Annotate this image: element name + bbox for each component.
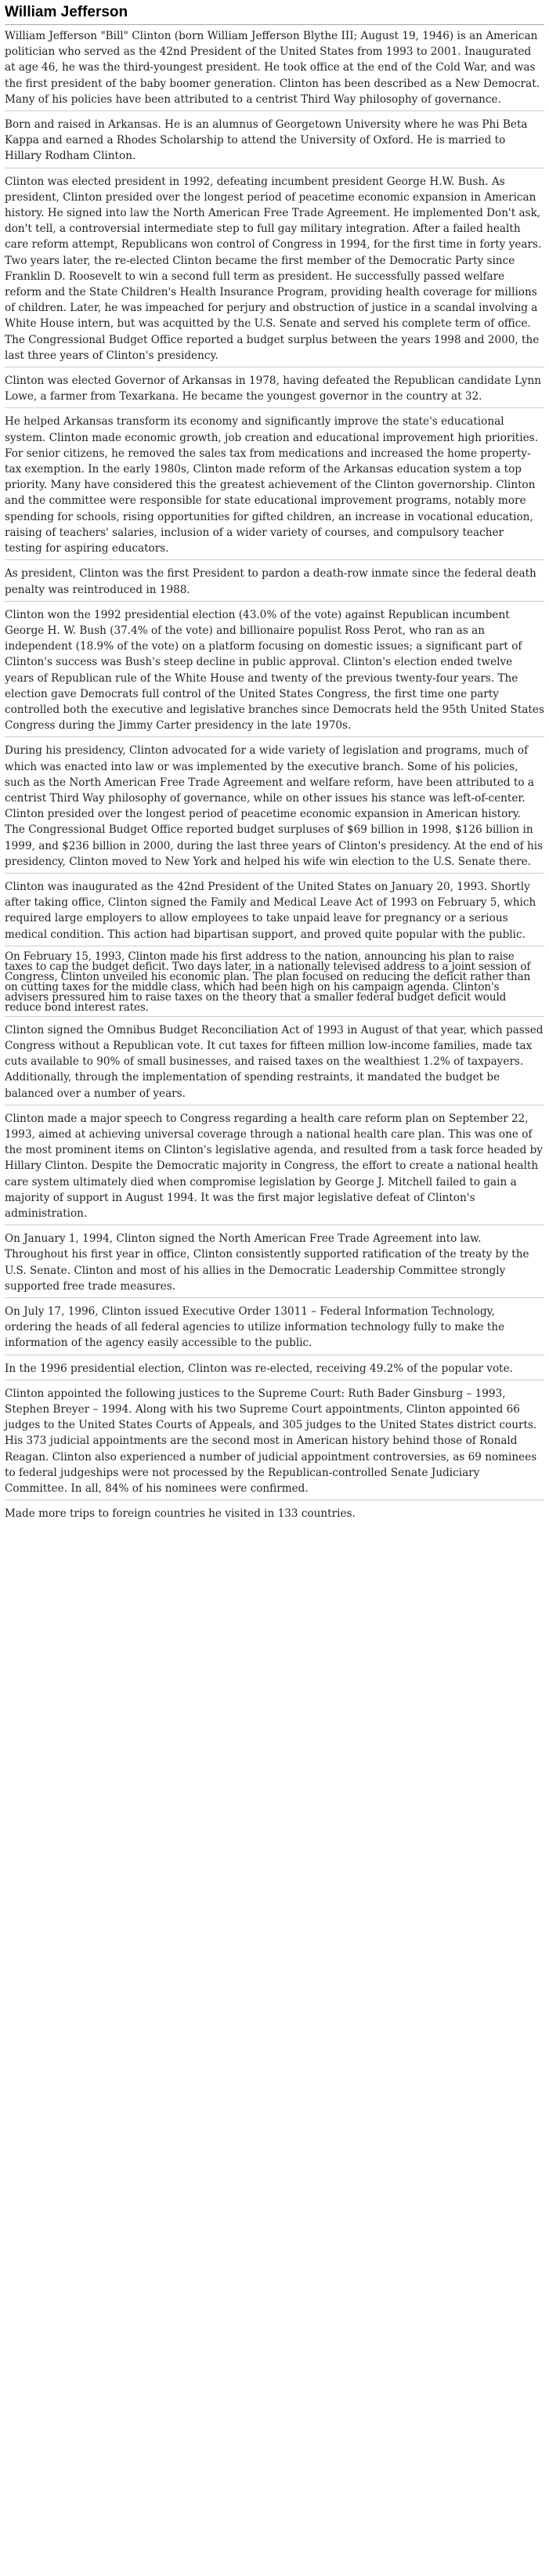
paragraph-presidency-summary: Clinton was elected president in 1992, defeating incumbent president George H.W. Bush. As president, Clinton presided over the longest period of peacetime economic expansion in American history. He signed into law the North American Free Trade Agreement. He implemented Don't ask, don't tell, a controversial intermediate step to full gay military integration. After a failed health care reform attempt, Republicans won control of Congress in 1994, for the first time in forty years. Two years later, the re-elected Clinton became the first member of the Democratic Party since Franklin D. Roosevelt to win a second full term as president. He successfully passed welfare reform and the State Children's Health Insurance Program, providing health coverage for millions of children. Later, he was impeached for perjury and obstruction of justice in a scandal involving a White House intern, but was acquitted by the U.S. Senate and served his complete term of office. The Congressional Budget Office reported a budget surplus between the years 1998 and 2000, the last three years of Clinton's presidency.	[5, 174, 544, 367]
paragraph-executive-order: On July 17, 1996, Clinton issued Executive Order 13011 – Federal Information Technology, ordering the heads of all federal agencies to utilize information technology fully to make the information of the agency easily accessible to the public.	[5, 1304, 544, 1355]
paragraph-death-row-pardon: As president, Clinton was the first President to pardon a death-row inmate since the federal death penalty was reintroduced in 1988.	[5, 566, 544, 601]
paragraph-omnibus-budget: Clinton signed the Omnibus Budget Reconciliation Act of 1993 in August of that year, which passed Congress without a Republican vote. It cut taxes for fifteen million low-income families, made tax cuts available to 90% of small businesses, and raised taxes on the wealthiest 1.2% of taxpayers. Additionally, through the implementation of spending restraints, it mandated the budget be balanced over a number of years.	[5, 1022, 544, 1105]
paragraph-health-care: Clinton made a major speech to Congress regarding a health care reform plan on September 22, 1993, aimed at achieving universal coverage through a national health care plan. This was one of the most prominent items on Clinton's legislative agenda, and resulted from a task force headed by Hillary Clinton. Despite the Democratic majority in Congress, the effort to create a national health care system ultimately died when compromise legislation by George J. Mitchell failed to gain a majority of support in August 1994. It was the first major legislative defeat of Clinton's administration.	[5, 1111, 544, 1225]
paragraph-legislation: During his presidency, Clinton advocated for a wide variety of legislation and programs, much of which was enacted into law or was implemented by the executive branch. Some of his policies, such as the North American Free Trade Agreement and welfare reform, have been attributed to a centrist Third Way philosophy of governance, while on other issues his stance was left-of-center. Clinton presided over the longest period of peacetime economic expansion in American history. The Congressional Budget Office reported budget surpluses of $69 billion in 1998, $126 billion in 1999, and $236 billion in 2000, during the last three years of Clinton's presidency. At the end of his presidency, Clinton moved to New York and helped his wife win election to the U.S. Senate there.	[5, 743, 544, 874]
paragraph-governor-reforms: He helped Arkansas transform its economy and significantly improve the state's educational system. Clinton made economic growth, job creation and educational improvement high priorities. For senior citizens, he removed the sales tax from medications and increased the home property-tax exemption. In the early 1980s, Clinton made reform of the Arkansas education system a top priority. Many have considered this the greatest achievement of the Clinton governorship. Clinton and the committee were responsible for state educational improvement programs, notably more spending for schools, rising opportunities for gifted children, an increase in vocational education, raising of teachers' salaries, inclusion of a wider variety of courses, and compulsory teacher testing for aspiring educators.	[5, 414, 544, 560]
paragraph-inauguration: Clinton was inaugurated as the 42nd President of the United States on January 20, 1993. Shortly after taking office, Clinton signed the Family and Medical Leave Act of 1993 on February 5, which required large employers to allow employees to take unpaid leave for pregnancy or a serious medical condition. This action had bipartisan support, and proved quite popular with the public.	[5, 879, 544, 946]
paragraph-governor-election: Clinton was elected Governor of Arkansas in 1978, having defeated the Republican candidate Lynn Lowe, a farmer from Texarkana. He became the youngest governor in the country at 32.	[5, 373, 544, 408]
paragraph-1992-election: Clinton won the 1992 presidential election (43.0% of the vote) against Republican incumbent George H. W. Bush (37.4% of the vote) and billionaire populist Ross Perot, who ran as an independent (18.9% of the vote) on a platform focusing on domestic issues; a significant part of Clinton's success was Bush's steep decline in public approval. Clinton's election ended twelve years of Republican rule of the White House and twenty of the previous twenty-four years. The election gave Democrats full control of the United States Congress, the first time one party controlled both the executive and legislative branches since Democrats held the 95th United States Congress during the Jimmy Carter presidency in the late 1970s.	[5, 607, 544, 738]
paragraph-1996-election: In the 1996 presidential election, Clinton was re-elected, receiving 49.2% of the popular vote.	[5, 1361, 544, 1380]
article-title: William Jefferson	[5, 3, 544, 25]
paragraph-intro: William Jefferson "Bill" Clinton (born William Jefferson Blythe III; August 19, 1946) is an American politician who served as the 42nd President of the United States from 1993 to 2001. Inaugurated at age 46, he was the third-youngest president. He took office at the end of the Cold War, and was the first president of the baby boomer generation. Clinton has been described as a New Democrat. Many of his policies have been attributed to a centrist Third Way philosophy of governance.	[5, 28, 544, 111]
paragraph-judicial-appointments: Clinton appointed the following justices to the Supreme Court: Ruth Bader Ginsburg – 1993, Stephen Breyer – 1994. Along with his two Supreme Court appointments, Clinton appointed 66 judges to the United States Courts of Appeals, and 305 judges to the United States district courts. His 373 judicial appointments are the second most in American history behind those of Ronald Reagan. Clinton also experienced a number of judicial appointment controversies, as 69 nominees to federal judgeships were not processed by the Republican-controlled Senate Judiciary Committee. In all, 84% of his nominees were confirmed.	[5, 1386, 544, 1500]
paragraph-education: Born and raised in Arkansas. He is an alumnus of Georgetown University where he was Phi Beta Kappa and earned a Rhodes Scholarship to attend the University of Oxford. He is married to Hillary Rodham Clinton.	[5, 117, 544, 168]
paragraph-economic-plan: On February 15, 1993, Clinton made his first address to the nation, announcing his plan to raise taxes to cap the budget deficit. Two days later, in a nationally televised address to a joint session of Congress, Clinton unveiled his economic plan. The plan focused on reducing the deficit rather than on cutting taxes for the middle class, which had been high on his campaign agenda. Clinton's advisers pressured him to raise taxes on the theory that a smaller federal budget deficit would reduce bond interest rates.	[5, 952, 544, 1017]
paragraph-nafta: On January 1, 1994, Clinton signed the North American Free Trade Agreement into law. Throughout his first year in office, Clinton consistently supported ratification of the treaty by the U.S. Senate. Clinton and most of his allies in the Democratic Leadership Committee strongly supported free trade measures.	[5, 1231, 544, 1298]
paragraph-foreign-trips: Made more trips to foreign countries he visited in 133 countries.	[5, 1507, 356, 1521]
